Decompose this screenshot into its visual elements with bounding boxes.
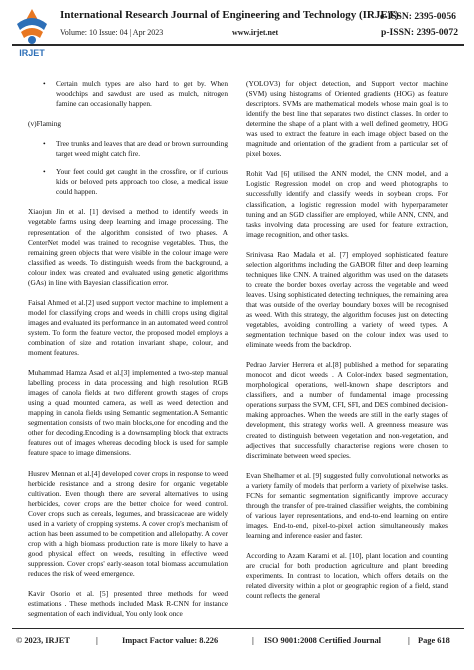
irjet-logo (11, 6, 53, 62)
e-issn: e-ISSN: 2395-0056 (380, 11, 456, 22)
header-rule (12, 44, 464, 46)
paragraph: According to Azam Karami et al. [10], plant location and counting are crucial for both production agriculture and plant breeding experiments. In contrast to location, which offers details on the related diversity within a plot or geographic region of a field, stand count reflects the general (246, 550, 448, 601)
paragraph: Muhammad Hamza Asad et al.[3] implemented a two-step manual labelling process in data processing and high resolution RGB images of canola fields at two different growth stages of crops using a quad mounted camera, as well as weed detection and mapping in canola fields using Semantic segmentation.A Semantic segmentation consists of two main blocks,one for encoding and the other for decoding.Encoding is a downsampling block that extracts features out of images whereas decoding block is used for sample feature space to image dimensions. (28, 368, 228, 458)
paragraph: Pedrao Jarvier Herrera et al.[8] published a method for separating monocot and dicot weeds . A Color-index based segmentation, morphological operations, well-known shape descriptors and classifiers, and a number of fundamental image processing operations surpass the SVM, CFI, SFI, and DES combined decision-making approaches. When the weeds are still in the early stages of development, this strategy works well. A greenness measure was created to distinguish between vegetation and non-vegetation, and adjectives that successfully characterise regions were chosen to discriminate between weed species. (246, 360, 448, 460)
paragraph: Srinivasa Rao Madala et al. [7] employed sophisticated feature selection algorithms including the GABOR filter and deep learning techniques like CNN. A trained algorithm was used on the datasets to create the border boxes overlay across the vegetable and weed leaves. Using sophisticated detecting techniques, the remaining area that was outside of the overlay boundary boxes will be recognised as weed. With this strategy, the algorithm focuses just on detecting vegetables, avoiding controlling a variety of weed types. A segmentation technique based on the colour index was used to eliminate weeds from the backdrop. (246, 249, 448, 350)
logo-text: IRJET (19, 48, 45, 58)
footer-impact-factor: Impact Factor value: 8.226 (122, 636, 219, 645)
footer-separator: | (96, 636, 98, 645)
footer-separator: | (408, 636, 410, 645)
p-issn: p-ISSN: 2395-0072 (381, 27, 459, 38)
paragraph: Faisal Ahmed et al.[2] used support vector machine to implement a model for classifying crops and weeds in chilli crops using digital images and evaluated its performance in an automated weed control system. To form the feature vector, the proposed model employs a combination of size and rotation invariant shape, colour, and moment features. (28, 297, 228, 358)
footer-iso: ISO 9001:2008 Certified Journal (264, 636, 382, 645)
footer-rule (12, 628, 464, 629)
bullet-item: • Your feet could get caught in the crossfire, or if curious kids or beloved pets approach too close, a medical issue could happen. (56, 167, 228, 197)
paragraph: Evan Shelhamer et al. [9] suggested fully convolutional networks as a variety family of models that perform a variety of pixelwise tasks. FCNs for semantic segmentation significantly improve accuracy through the transfer of pre-trained classifier weights, the combining of various layer representations, and end-to-end learning on entire images. End-to-end, pixel-to-pixel action simultaneously makes learning and inference easier and faster. (246, 470, 448, 540)
journal-title: International Research Journal of Engineering and Technology (IRJET) (60, 9, 399, 21)
page-header (0, 0, 474, 76)
paragraph: Xiaojun Jin et al. [1] devised a method to identify weeds in vegetable farms using deep learning and image processing. The representation of the algorithm consisted of two phases. A CenterNet model was trained to recognise vegetables. Thus, the remaining green objects that were visible in the colour image were classified as weeds. To distinguish weeds from the background, a colour index was created and evaluated using genetic algorithms (GAs) in line with Bayesian classification error. (28, 207, 228, 287)
footer-copyright: © 2023, IRJET (16, 636, 70, 645)
right-column (246, 79, 448, 611)
bullet-list-mulch (28, 79, 228, 109)
bullet-item: • Tree trunks and leaves that are dead or brown surrounding target weed might catch fire. (56, 139, 228, 159)
volume-issue: Volume: 10 Issue: 04 | Apr 2023 (60, 28, 164, 37)
footer-page-number: Page 618 (418, 636, 450, 645)
paragraph: (YOLOV3) for object detection, and Support vector machine (SVM) using histograms of Oriented gradients (HOG) as feature descriptors. SVMs are mathematical models whose main goal is to identify the best line that separates two distinct classes. In order to determine the shape of a plant with a well defined geometry, HOG was used to extract the feature in each image object based on the magnitude and orientation of the gradient from a particular set of pixel boxes. (246, 79, 448, 159)
paragraph: Husrev Mennan et al.[4] developed cover crops in response to weed herbicide resistance and a strong desire for organic vegetable cultivation. Even though there are several alternatives to using herbicides, cover crops are the better choice for weed control. Cover crops such as cereals, legumes, and brassicaceae are widely used in a variety of cropping systems. A cover crop's mechanism of action has been assumed to be competition and allelopathy. A cover crop with a high biomass production rate is more likely to have a good physical effect on weeds, resulting in effective weed suppression. Cover crops' early-season total biomass accumulation reduces the risk of weed emergence. (28, 468, 228, 578)
section-heading-flaming: (v)Flaming (28, 119, 62, 129)
footer-separator: | (252, 636, 254, 645)
website-link[interactable]: www.irjet.net (232, 28, 279, 37)
bullet-item: • Certain mulch types are also hard to get by. When woodchips and sawdust are used as mulch, nitrogen famine can occasionally happen. (56, 79, 228, 109)
left-column (28, 79, 228, 629)
paragraph: Rohit Vad [6] utilised the ANN model, the CNN model, and a Logistic Regression model on crop and weed photographs to successfully identify and classify weeds in soybean crops. For classification, a logistic regression model with hyperparameter tuning and an SGD classifier are employed, while ANN, CNN, and tasks involving data processing are used for feature extraction, image recognition, and other tasks. (246, 169, 448, 239)
bullet-list-flaming (28, 139, 228, 197)
paragraph: Kavir Osorio et al. [5] presented three methods for weed estimations . These methods included Mask R-CNN for instance segmentation of each individual, You only look once (28, 589, 228, 619)
